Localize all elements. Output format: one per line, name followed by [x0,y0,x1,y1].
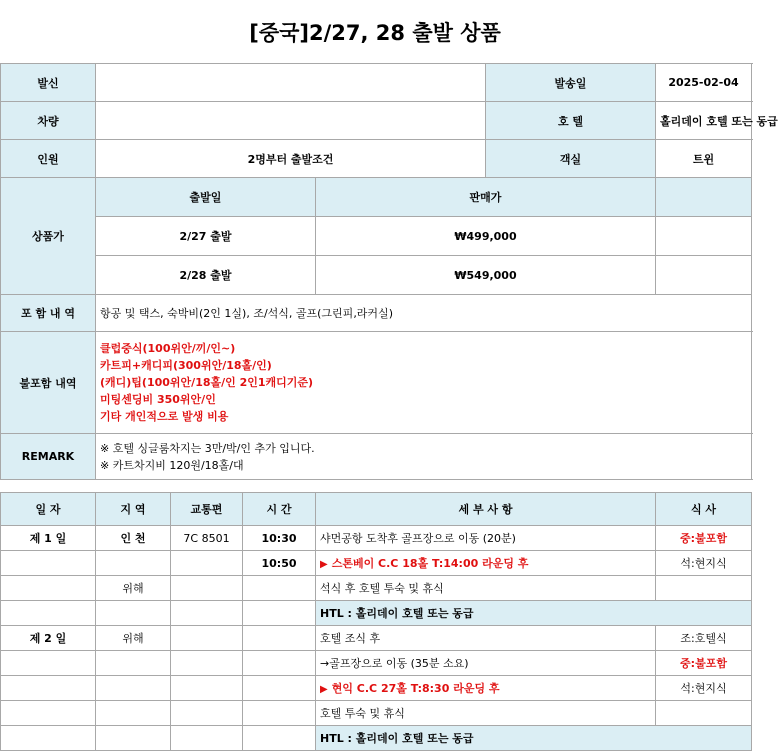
table-row [1,626,752,651]
table-row [1,726,752,751]
itinerary-meal [656,576,752,601]
itinerary-hotel-detail: HTL : 홀리데이 호텔 또는 동급 [316,601,752,626]
itinerary-transport [171,726,243,751]
price-row-1-blank [656,217,752,256]
table-row [1,651,752,676]
table-row [1,551,752,576]
itinerary-transport [171,651,243,676]
send-date-value: 2025-02-04 [656,64,752,102]
table-row [1,526,752,551]
itinerary-header-detail: 세 부 사 항 [316,493,656,526]
excluded-line: (캐디)팁(100위안/18홀/인 2인1캐디기준) [100,376,314,389]
itinerary-region [96,726,171,751]
itinerary-time [243,601,316,626]
itinerary-day [1,651,96,676]
itinerary-header-time: 시 간 [243,493,316,526]
itinerary-detail: 현익 C.C 27홀 T:8:30 라운딩 후 [331,682,500,695]
itinerary-region [96,601,171,626]
itinerary-region [96,701,171,726]
itinerary-time [243,726,316,751]
itinerary-day [1,676,96,701]
table-row [1,601,752,626]
send-date-label: 발송일 [486,64,656,102]
remark-line: ※ 호텔 싱글룸차지는 3만/박/인 추가 입니다. [100,441,315,455]
included-label: 포 함 내 역 [1,295,96,332]
itinerary-meal [656,701,752,726]
page-title: [중국]2/27, 28 출발 상품 [249,20,501,45]
price-row-2-blank [656,256,752,295]
itinerary-day [1,551,96,576]
triangle-right-icon: ▶ [320,559,328,570]
remark-label: REMARK [1,434,96,480]
remark-line: ※ 카트차지비 120원/18홀/대 [100,458,244,472]
itinerary-transport [171,626,243,651]
itinerary-transport [171,551,243,576]
table-row [1,701,752,726]
itinerary-time: 10:30 [243,526,316,551]
itinerary-time [243,651,316,676]
itinerary-day: 제 1 일 [1,526,96,551]
itinerary-time [243,676,316,701]
itinerary-detail: 스톤베이 C.C 18홀 T:14:00 라운딩 후 [331,557,529,570]
room-value: 트윈 [656,140,752,178]
itinerary-detail: 호텔 조식 후 [316,626,656,651]
itinerary-detail-cell [316,676,656,701]
vehicle-label: 차량 [1,102,96,140]
itinerary-day [1,701,96,726]
price-col-price: 판매가 [316,178,656,217]
itinerary-meal: 중:불포함 [656,526,752,551]
itinerary-time [243,701,316,726]
itinerary-meal: 중:불포함 [656,651,752,676]
itinerary-header-region: 지 역 [96,493,171,526]
itinerary-day [1,726,96,751]
itinerary-time [243,626,316,651]
table-row [1,676,752,701]
excluded-lines [96,332,752,434]
table-row [1,576,752,601]
included-text: 항공 및 택스, 숙박비(2인 1실), 조/석식, 골프(그린피,라커실) [96,295,752,332]
price-col-departure: 출발일 [96,178,316,217]
itinerary-detail: 호텔 투숙 및 휴식 [316,701,656,726]
room-label: 객실 [486,140,656,178]
itinerary-region: 위해 [96,576,171,601]
hotel-value: 홀리데이 호텔 또는 동급 [656,102,752,140]
itinerary-transport [171,676,243,701]
people-value: 2명부터 출발조건 [96,140,486,178]
excluded-line: 카트피+캐디피(300위안/18홀/인) [100,359,272,372]
remark-lines [96,434,752,480]
itinerary-detail: 석식 후 호텔 투숙 및 휴식 [316,576,656,601]
itinerary-transport [171,601,243,626]
itinerary-detail: 샤먼공항 도착후 골프장으로 이동 (20분) [316,526,656,551]
itinerary-region: 위해 [96,626,171,651]
excluded-line: 기타 개인적으로 발생 비용 [100,410,229,423]
itinerary-header-transport: 교통편 [171,493,243,526]
itinerary-region [96,676,171,701]
price-row-2-date: 2/28 출발 [96,256,316,295]
price-row-1-date: 2/27 출발 [96,217,316,256]
people-label: 인원 [1,140,96,178]
sender-value [96,64,486,102]
excluded-line: 클럽중식(100위안/끼/인~) [100,342,236,355]
itinerary-header-meal: 식 사 [656,493,752,526]
itinerary-day [1,601,96,626]
itinerary-time [243,576,316,601]
itinerary-detail: →골프장으로 이동 (35분 소요) [316,651,656,676]
itinerary-header-day: 일 자 [1,493,96,526]
itinerary-transport: 7C 8501 [171,526,243,551]
itinerary-region: 인 천 [96,526,171,551]
itinerary-region [96,651,171,676]
itinerary-transport [171,701,243,726]
itinerary-day [1,576,96,601]
itinerary-region [96,551,171,576]
itinerary-table [0,492,752,751]
itinerary-meal: 조:호텔식 [656,626,752,651]
itinerary-time: 10:50 [243,551,316,576]
price-label: 상품가 [1,178,96,295]
excluded-line: 미팅센딩비 350위안/인 [100,393,216,406]
itinerary-meal: 석:현지식 [656,551,752,576]
itinerary-transport [171,576,243,601]
price-row-2-price: ₩549,000 [316,256,656,295]
itinerary-day: 제 2 일 [1,626,96,651]
itinerary-meal: 석:현지식 [656,676,752,701]
main-info-table [0,63,778,480]
itinerary-hotel-detail: HTL : 홀리데이 호텔 또는 동급 [316,726,752,751]
hotel-label: 호 텔 [486,102,656,140]
price-row-1-price: ₩499,000 [316,217,656,256]
itinerary-detail-cell [316,551,656,576]
vehicle-value [96,102,486,140]
triangle-right-icon: ▶ [320,684,328,695]
sender-label: 발신 [1,64,96,102]
excluded-label: 불포함 내역 [1,332,96,434]
price-col-blank [656,178,752,217]
